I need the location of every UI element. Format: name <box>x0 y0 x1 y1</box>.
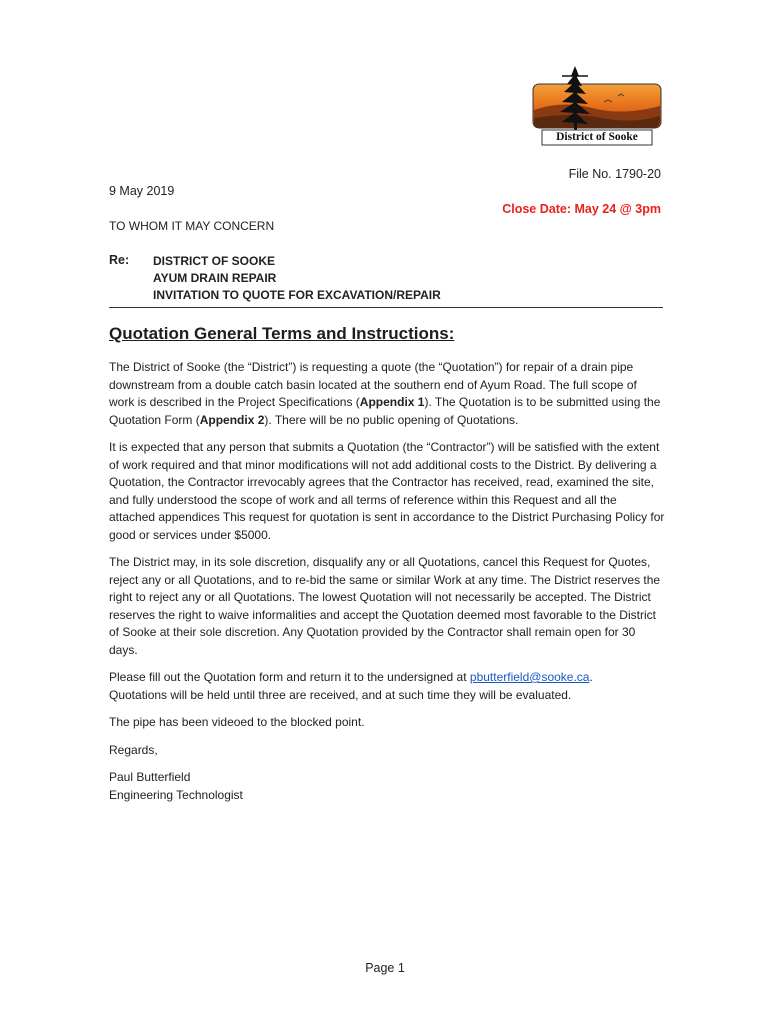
signature-title: Engineering Technologist <box>109 787 243 802</box>
closing: Regards, <box>109 742 158 757</box>
appendix-1-ref: Appendix 1 <box>359 395 425 409</box>
salutation: TO WHOM IT MAY CONCERN <box>109 219 275 233</box>
body-text <box>109 359 665 804</box>
paragraph-1 <box>109 359 665 429</box>
text-run: . <box>589 670 593 684</box>
re-label: Re: <box>109 253 130 267</box>
page-number: Page 1 <box>365 961 405 975</box>
paragraph-5: The pipe has been videoed to the blocked point. <box>109 715 365 729</box>
re-lines <box>153 253 663 304</box>
signature-name: Paul Butterfield <box>109 770 191 784</box>
paragraph-4 <box>109 669 665 704</box>
re-line: INVITATION TO QUOTE FOR EXCAVATION/REPAIR <box>153 288 441 302</box>
text-run: Please fill out the Quotation form and return it to the undersigned at <box>109 670 470 684</box>
text-run: The District of Sooke (the “District”) is requesting a quote (the “Quotation”) for repair of a drain pipe downstream from a double catch basin located at the southern end of Ayum Road. The full scope of work is described in the Project Specifications ( <box>109 360 637 409</box>
text-run: ). There will be no public opening of Quotations. <box>264 412 519 427</box>
logo-text: District of Sooke <box>556 131 638 143</box>
text-run: ). The Quotation is to be submitted using the Quotation Form ( <box>109 395 661 427</box>
paragraph-2: It is expected that any person that submits a Quotation (the “Contractor”) will be satisfied with the extent of work required and that minor modifications will not add additional costs to the District. By delivering a Quotation, the Contractor irrevocably agrees that the Contractor has received, read, examined the site, and fully understood the scope of work and all terms of reference within this Request and all the attached appendices This request for quotation is sent in accordance to the District Purchasing Policy for good or services under $5000. <box>109 440 665 542</box>
district-of-sooke-logo <box>532 62 662 147</box>
email-link[interactable]: pbutterfield@sooke.ca <box>469 670 590 684</box>
paragraph-3: The District may, in its sole discretion, disqualify any or all Quotations, cancel this Request for Quotes, reject any or all Quotations, and to re-bid the same or similar Work at any time. The District reserves the right to reject any or all Quotations. The lowest Quotation will not necessarily be accepted. The District reserves the right to waive informalities and accept the Quotation deemed most favorable to the District of Sooke at their sole discretion. Any Quotation provided by the Contractor shall remain open for 30 days. <box>109 555 661 657</box>
re-line: AYUM DRAIN REPAIR <box>153 271 277 285</box>
letter-date: 9 May 2019 <box>109 184 175 198</box>
re-block <box>109 253 663 308</box>
close-date: Close Date: May 24 @ 3pm <box>502 202 661 216</box>
text-run: Quotations will be held until three are received, and at such time they will be evaluated. <box>109 687 572 702</box>
appendix-2-ref: Appendix 2 <box>199 412 265 427</box>
file-number: File No. 1790-20 <box>568 167 661 181</box>
re-line: DISTRICT OF SOOKE <box>153 254 276 268</box>
section-heading: Quotation General Terms and Instructions: <box>109 324 455 343</box>
